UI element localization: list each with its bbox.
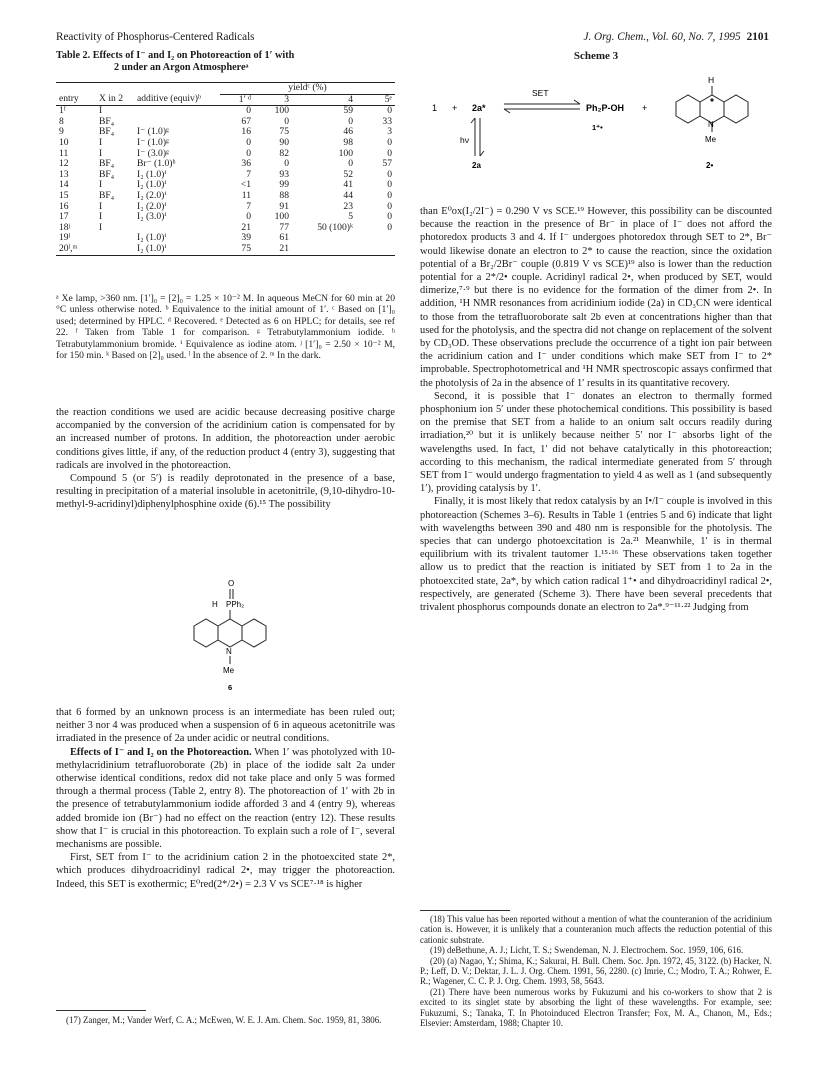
c6-right-ring (242, 619, 266, 647)
column-header: 3 (254, 94, 292, 106)
compound6-n-atom: N (226, 647, 232, 656)
table-cell: I (99, 147, 103, 159)
right-footnotes (420, 914, 772, 1028)
compound6-me: Me (223, 666, 235, 675)
scheme-plus-2: + (642, 103, 648, 113)
left-ring (676, 95, 700, 123)
table-caption (56, 50, 395, 74)
table-cell: 57 (382, 158, 392, 170)
compound6-pph2: PPh₂ (226, 600, 245, 609)
table-cell: 18ʲ (59, 221, 71, 233)
scheme-forward-arrow-head (574, 100, 580, 104)
table-cell: I (99, 105, 103, 117)
table-cell: 0 (246, 105, 251, 117)
table-cell: 93 (279, 168, 289, 180)
table-cell: 7 (246, 168, 251, 180)
right-column (420, 205, 772, 614)
table-cell: I₂ (2.0)ⁱ (137, 200, 167, 212)
table-cell (96, 233, 134, 244)
table-cell: 1ᶠ (59, 105, 66, 117)
scheme-h-atom: H (708, 75, 715, 85)
right-paragraph-2: Second, it is possible that I⁻ donates an electron to thermally formed phosphonium ion 5′ under these photochemical conditions. This possibility is based on the premise that SET from a halide to an onium salt occurs readily during irradiation,²⁰ but it is unlikely because neither 5′ nor I⁻ absorbs light of the wavelengths used. In fact, 1′ did not behave catalytically in this photoreaction; according to this mechanism, the radical intermediate generated from 5′ through SET from I⁻ would undergo fragmentation to yield 4 as well as 1 (and subsequently 1′), providing catalysis by 1′. (420, 390, 772, 495)
table-cell: 100 (274, 105, 289, 117)
table-cell: 90 (279, 136, 289, 148)
table-cell: 88 (279, 189, 289, 201)
scheme-reactant-2a-star: 2a* (472, 103, 486, 113)
table-cell: 82 (279, 147, 289, 159)
table-cell: 0 (387, 179, 392, 191)
scheme-title: Scheme 3 (573, 50, 619, 62)
table-cell: 75 (279, 126, 289, 138)
results-table (56, 82, 395, 256)
table-cell: 91 (279, 200, 289, 212)
table-cell: I₂ (2.0)ⁱ (137, 189, 167, 201)
table-cell: 3 (387, 126, 392, 138)
table-cell: Br⁻ (1.0)ʰ (137, 158, 176, 170)
table-row (56, 244, 395, 255)
scheme-cation-radical-label: 1⁺• (592, 123, 603, 132)
table-cell: 0 (284, 115, 289, 127)
journal-citation: J. Org. Chem., Vol. 60, No. 7, 1995 (583, 31, 741, 43)
column-header-row (56, 94, 395, 106)
compound6-o-atom: O (228, 579, 235, 588)
table-cell: 11 (241, 189, 251, 201)
column-header: 5ᵉ (356, 94, 395, 106)
table-cell: 36 (241, 158, 251, 170)
table-cell (292, 244, 356, 255)
table-cell (356, 244, 395, 255)
left-paragraph-4 (56, 746, 395, 852)
table-cell: 100 (274, 211, 289, 223)
scheme-back-arrow-head (504, 109, 510, 113)
table-cell (292, 233, 356, 244)
table-cell: 0 (348, 115, 353, 127)
table-cell: 0 (246, 147, 251, 159)
table-row (56, 223, 395, 234)
table-cell: 100 (338, 147, 353, 159)
table-cell: 99 (279, 179, 289, 191)
left-paragraph-2: Compound 5 (or 5′) is readily deprotonated in the presence of a base, resulting in precipitation of a material insoluble in acetonitrile, (9,10-dihydro-10-methyl-9-acridinyl)diphenylphosphine oxide (6).¹⁵ The possibility (56, 473, 395, 511)
table-cell: BF₄ (99, 158, 115, 170)
left-paragraph-3: that 6 formed by an unknown process is an intermediate has been ruled out; neither 3 nor 4 was produced when a suspension of 6 in aqueous acetonitrile was irradiated in the presence of 2a under acidic or neutral conditions. (56, 707, 395, 745)
table-cell: I (99, 200, 103, 212)
footnote-20: (20) (a) Nagao, Y.; Shima, K.; Sakurai, H. Bull. Chem. Soc. Jpn. 1972, 45, 3122. (b) Hacker, N. P.; Leff, D. V.; Dektar, J. L. J. Org. Chem. 1991, 56, 2280. (c) Imrie, C.; Modro, T. A.; Rohwer, E. R.; Wagener, C. C. P. J. Org. Chem. 1993, 58, 5643. (420, 955, 772, 987)
table-cell: 67 (241, 115, 251, 127)
footnote-17-text: (17) Zanger, M.; Vander Werf, C. A.; McEwen, W. E. J. Am. Chem. Soc. 1959, 81, 3806. (66, 1015, 382, 1025)
table-cell: 16 (59, 200, 69, 212)
column-header: 1′ ᵈ (220, 94, 254, 106)
table-cell: 20ˡ,ᵐ (56, 244, 96, 255)
left-column-lower (56, 706, 395, 891)
left-footnote-rule (56, 1010, 146, 1011)
table-cell: 9 (59, 126, 64, 138)
table-cell: BF₄ (99, 126, 115, 138)
footnote-21: (21) There have been numerous works by Fukuzumi and his co-workers to show that 2 is excited to its singlet state by absorbing the light of these wavelengths. For example, see: Fukuzumi, S.; Tanaka, T. In Photoinduced Electron Transfer; Fox, M. A., Chanon, M., Eds.; Elsevier: Amsterdam, 1988; Chapter 10. (420, 986, 772, 1029)
c6-center-ring (218, 619, 242, 647)
table-cell: 0 (387, 200, 392, 212)
table-cell: I₂ (1.0)ⁱ (137, 168, 167, 180)
table-cell: I⁻ (1.0)ᵍ (137, 136, 169, 148)
table-footnote: ᵃ Xe lamp, >360 nm. [1′]₀ = [2]₀ = 1.25 × 10⁻² M. In aqueous MeCN for 60 min at 20 °C unless otherwise noted. ᵇ Equivalence to the initial amount of 1′. ᶜ Based on [1′]₀ used; determined by HPLC. ᵈ Recovered. ᵉ Detected as 6 on HPLC; for details, see ref 22. ᶠ Taken from Table 1 for comparison. ᵍ Tetrabutylammonium iodide. ʰ Tetrabutylammonium bromide. ⁱ Equivalence as iodine atom. ʲ [1′]₀ = 2.50 × 10⁻² M, for 150 min. ᵏ Based on [2]₀ used. ˡ In the absence of 2. ᵐ In the dark. (56, 293, 395, 362)
scheme-reactant-1: 1 (432, 103, 438, 113)
table-cell: 0 (387, 105, 392, 117)
table-caption-line1: Table 2. Effects of I⁻ and I₂ on Photoreaction of 1′ with (56, 50, 295, 61)
table-cell: 21 (254, 244, 292, 255)
column-header: X in 2 (96, 94, 134, 106)
table-cell: BF₄ (99, 115, 115, 127)
table-cell: 0 (284, 158, 289, 170)
column-header: 4 (292, 94, 356, 106)
table-cell: I (99, 211, 103, 223)
section-heading: Effects of I⁻ and I₂ on the Photoreaction. (70, 746, 252, 758)
table-body (56, 106, 395, 255)
footnote-17 (56, 1015, 395, 1025)
table-cell: 41 (343, 179, 353, 191)
radical-dot (710, 98, 713, 101)
yield-header: yieldᶜ (%) (220, 83, 395, 95)
table-cell: I₂ (1.0)ⁱ (137, 232, 167, 244)
table-cell: I⁻ (3.0)ᵍ (137, 147, 169, 159)
table-row (56, 233, 395, 244)
table-cell: 61 (279, 232, 289, 244)
table-cell: <1 (240, 179, 251, 191)
page-number: 2101 (746, 31, 769, 43)
table-row (56, 191, 395, 202)
table-cell: 0 (387, 211, 392, 223)
table-cell: 7 (246, 200, 251, 212)
scheme-plus-1: + (452, 103, 458, 113)
table-cell: 0 (387, 189, 392, 201)
table-cell: 15 (59, 189, 69, 201)
table-cell: 21 (241, 221, 251, 233)
column-header: additive (equiv)ᵇ (134, 94, 220, 106)
table-cell: 0 (348, 158, 353, 170)
table-cell: 75 (220, 244, 254, 255)
scheme-me-group: Me (705, 135, 717, 144)
table-cell: 23 (343, 200, 353, 212)
table-cell: 77 (279, 221, 289, 233)
table-cell: I (99, 136, 103, 148)
left-paragraph-1: the reaction conditions we used are acidic because decreasing positive charge accompanied by the conversion of the acridinium cation is compensated for by an increased number of protons. In addition, the photoreaction under aerobic conditions gives little, if any, of the reduction product 4 (entry 3), suggesting that radicals are involved in the photoreaction. (56, 407, 395, 471)
scheme-product-ph2poh: Ph₂P-OH (586, 103, 624, 113)
table-cell: 50 (100)ᵏ (317, 221, 353, 233)
table-cell: 33 (382, 115, 392, 127)
table-cell: 5 (348, 211, 353, 223)
table-cell (134, 106, 220, 117)
table-cell: BF₄ (99, 168, 115, 180)
table-cell: 39 (241, 232, 251, 244)
scheme-2-radical-label: 2• (706, 161, 714, 170)
scheme-2a-label: 2a (472, 161, 481, 170)
table-cell: 8 (59, 115, 64, 127)
table-cell: 16 (241, 126, 251, 138)
table-cell: 12 (59, 158, 69, 170)
table-row (56, 138, 395, 149)
table-cell: I (99, 221, 103, 233)
table-cell: 59 (343, 105, 353, 117)
running-header-journal (583, 31, 769, 43)
table-cell (96, 244, 134, 255)
table-cell: 0 (246, 211, 251, 223)
table-header-row (56, 83, 395, 95)
compound6-h-atom: H (212, 600, 218, 609)
scheme-vertical-arrow-down-head (480, 151, 484, 156)
table-cell: 0 (387, 221, 392, 233)
table-cell: I₂ (1.0)ⁱ (137, 179, 167, 191)
table-cell: 46 (343, 126, 353, 138)
table-cell: 52 (343, 168, 353, 180)
table-cell: 11 (59, 147, 69, 159)
table-cell (356, 233, 395, 244)
footnote-18: (18) This value has been reported without a mention of what the counteranion of the acridinium cation is. However, it is unlikely that a counteranion much affects the reduction potential of this cationic substrate. (420, 914, 772, 945)
left-paragraph-5: First, SET from I⁻ to the acridinium cation 2 in the photoexcited state 2*, which produces dihydroacridinyl radical 2•, may trigger the photoreaction. Indeed, this SET is exothermic; E⁰red(2*/2•) = 2.3 V vs SCE⁷·¹⁸ is higher (56, 852, 395, 890)
table-cell: 19ˡ (59, 232, 71, 244)
column-header: entry (56, 94, 96, 106)
table-cell: I⁻ (1.0)ᵍ (137, 126, 169, 138)
table-cell: I (99, 179, 103, 191)
scheme-set-label: SET (532, 88, 549, 98)
right-footnote-rule (420, 910, 510, 911)
left-column-upper (56, 406, 395, 512)
scheme-n-atom: N (708, 120, 714, 129)
table-cell: 14 (59, 179, 69, 191)
table-cell: 0 (387, 168, 392, 180)
compound6-label: 6 (228, 683, 233, 692)
table-cell: 44 (343, 189, 353, 201)
table-cell: I₂ (1.0)ⁱ (134, 244, 220, 255)
table-cell: 0 (246, 136, 251, 148)
table-caption-line2: 2 under an Argon Atmosphereᵃ (114, 62, 249, 73)
right-paragraph-1: than E⁰ox(I₂/2I⁻) = 0.290 V vs SCE.¹⁹ However, this possibility can be discounted because the reaction in the presence of Br⁻ in place of I⁻ does not afford the photoredox products 3 and 4. If I⁻ undergoes photoredox through SET to 2*, Br⁻ would likewise donate an electron to 2* to cause the reaction, since the oxidation potential of a Br₂/2Br⁻ couple (0.819 V vs SCE)¹⁹ also is lower than the reduction potential for a 2*/2• couple. Acridinyl radical 2•, when produced by SET, would dimerize,⁷·⁹ but there is no evidence for the formation of the dimer from 2•. In addition, ¹H NMR resonances from acridinium iodide (2a) in CD₃CN were identical to those from the tetrafluoroborate salt 2b even at concentrations higher than that used for the photolysis, and the spectra did not change on replacement of the solvent by CD₃OD. These observations preclude the occurrence of a tight ion pair between the acridinium cation and I⁻ under conditions which make SET from I⁻ to 2* improbable. Spectrophotometrical and ¹H NMR spectroscopic assays confirmed that the photolysis of 2a in the absence of 1′ results in its quantitative recovery. (420, 206, 772, 389)
table-cell: 0 (387, 147, 392, 159)
running-header-title: Reactivity of Phosphorus-Centered Radicals (56, 31, 255, 43)
table-row (56, 202, 395, 213)
footnote-19: (19) deBethune, A. J.; Licht, T. S.; Swendeman, N. J. Electrochem. Soc. 1959, 106, 616. (430, 945, 744, 956)
right-paragraph-3: Finally, it is most likely that redox catalysis by an I•/I⁻ couple is involved in this photoreaction (Schemes 3–6). Results in Table 1 (entries 5 and 6) indicate that light with wavelengths between 390 and 480 nm is responsible for the photolysis. The species that can undergo photoexcitation is 2a.²¹ Meanwhile, 1′ is in thermal equilibrium with its trivalent tautomer 1.¹⁵·¹⁶ These observations taken together allow us to predict that the reaction is initiated by SET from 1 to 2a in the photoexcited state, 2a*, by which cation radical 1⁺• and dihydroacridinyl radical 2•, respectively, are generated (Scheme 3). There have been several precedents that trivalent phosphorus compounds donate an electron to 2a*.⁹⁻¹¹·²² Judging from (420, 496, 772, 614)
right-ring (724, 95, 748, 123)
scheme-hv-label: hν (460, 135, 469, 145)
table-cell: 0 (387, 136, 392, 148)
compound-6-structure (186, 574, 276, 692)
table-cell: BF₄ (99, 189, 115, 201)
scheme-3-diagram (420, 66, 772, 191)
table-cell: 17 (59, 211, 69, 223)
table-cell: 10 (59, 136, 69, 148)
table-cell: 98 (343, 136, 353, 148)
table-cell: I₂ (3.0)ⁱ (137, 211, 167, 223)
left-paragraph-4-body: When 1′ was photolyzed with 10-methylacridinium tetrafluoroborate (2b) in place of the iodide salt 2a under otherwise identical conditions, redox did not take place and only 5 was formed through a thermal process (Table 2, entry 8). The photoreaction of 1′ with 2b in the presence of tetrabutylammonium iodide afforded 3 and 4 (entry 9), whereas added bromide ion (Br⁻) had no effect on the reaction (entry 12). These results show that I⁻ is crucial in this photoreaction. To explain such a role of I⁻, several mechanisms are possible. (56, 746, 395, 851)
scheme-vertical-arrow-up-head (471, 118, 475, 123)
c6-left-ring (194, 619, 218, 647)
table-cell: 13 (59, 168, 69, 180)
